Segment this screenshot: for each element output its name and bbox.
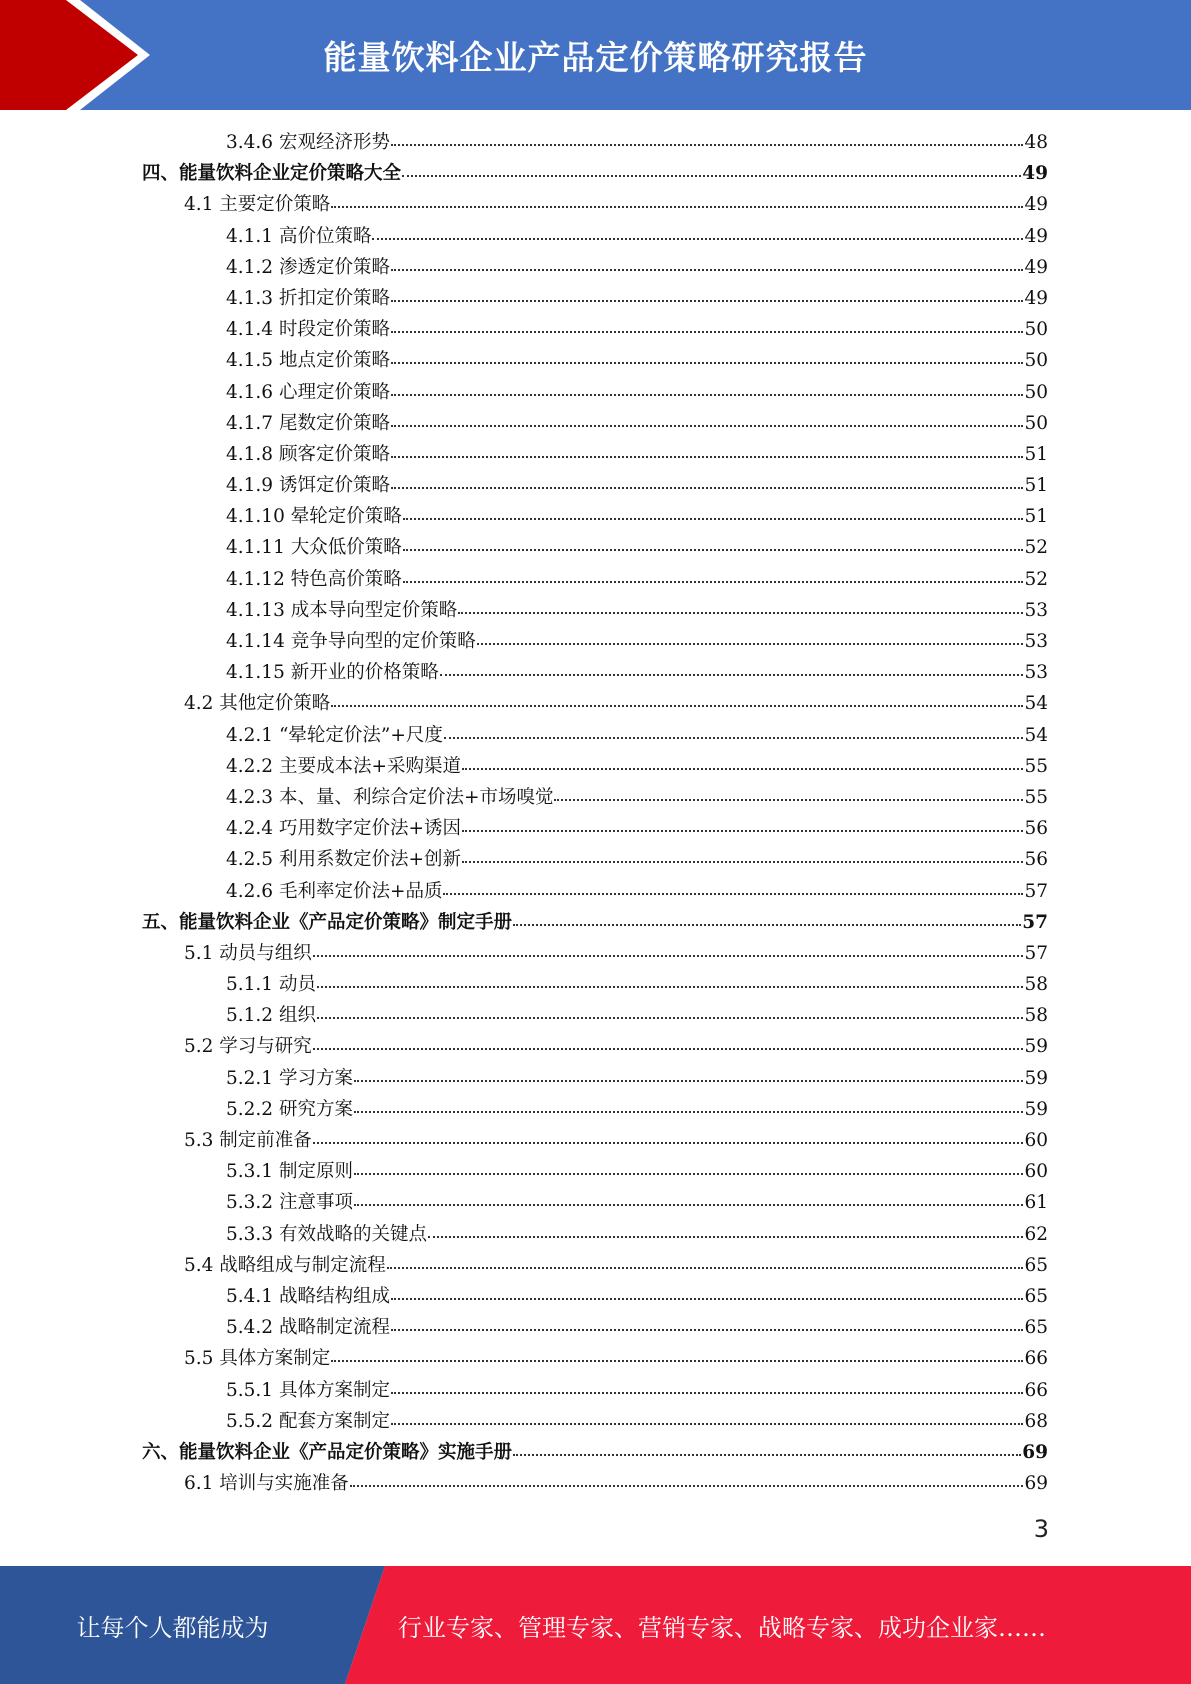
toc-dot-leader [372, 238, 1023, 240]
toc-entry-page: 49 [1022, 163, 1048, 185]
toc-entry-page: 53 [1024, 631, 1048, 652]
toc-entry-label: 5.4.1 战略结构组成 [226, 1285, 390, 1307]
toc-entry[interactable] [142, 1281, 1048, 1312]
toc-dot-leader [391, 394, 1023, 396]
toc-entry-label: 4.1.11 大众低价策略 [226, 537, 402, 559]
toc-entry[interactable] [142, 1468, 1048, 1499]
toc-entry-page: 52 [1024, 537, 1048, 559]
toc-dot-leader [513, 1454, 1021, 1456]
toc-entry[interactable] [142, 501, 1048, 532]
toc-dot-leader [391, 1298, 1023, 1300]
toc-entry-page: 50 [1024, 412, 1048, 434]
toc-entry-page: 50 [1024, 319, 1048, 341]
toc-entry-label: 4.1.2 渗透定价策略 [226, 256, 390, 278]
toc-dot-leader [391, 331, 1023, 333]
toc-entry[interactable] [142, 314, 1048, 345]
toc-dot-leader [462, 861, 1023, 863]
toc-dot-leader [458, 612, 1023, 614]
toc-dot-leader [444, 737, 1024, 739]
toc-entry[interactable] [142, 158, 1048, 189]
toc-entry[interactable] [142, 189, 1048, 220]
toc-entry-page: 53 [1024, 599, 1048, 621]
toc-entry-label: 5.5.1 具体方案制定 [226, 1379, 390, 1401]
toc-dot-leader [317, 986, 1024, 988]
toc-entry-page: 51 [1024, 443, 1048, 465]
toc-entry-label: 4.2 其他定价策略 [184, 693, 331, 715]
toc-entry-page: 65 [1024, 1317, 1048, 1339]
toc-entry-page: 53 [1024, 662, 1048, 684]
toc-entry-label: 5.2.1 学习方案 [226, 1067, 353, 1089]
toc-entry[interactable] [142, 1000, 1048, 1031]
toc-dot-leader [391, 300, 1023, 302]
toc-entry[interactable] [142, 1156, 1048, 1187]
toc-entry[interactable] [142, 688, 1048, 719]
toc-entry[interactable] [142, 844, 1048, 875]
toc-entry-page: 66 [1024, 1379, 1048, 1401]
toc-dot-leader [387, 1267, 1024, 1269]
toc-entry-label: 4.2.2 主要成本法+采购渠道 [226, 755, 461, 777]
toc-dot-leader [403, 518, 1024, 520]
toc-entry-page: 59 [1024, 1067, 1048, 1089]
toc-entry-label: 4.1.10 晕轮定价策略 [226, 506, 402, 528]
toc-entry-page: 51 [1024, 475, 1048, 497]
toc-dot-leader [354, 1204, 1024, 1206]
toc-entry[interactable] [142, 907, 1048, 938]
toc-entry-label: 4.2.3 本、量、利综合定价法+市场嗅觉 [226, 786, 554, 808]
page-footer [0, 1566, 1191, 1684]
toc-dot-leader [391, 425, 1023, 427]
toc-entry[interactable] [142, 532, 1048, 563]
toc-entry[interactable] [142, 876, 1048, 907]
toc-entry[interactable] [142, 751, 1048, 782]
toc-entry-label: 4.2.4 巧用数字定价法+诱因 [226, 818, 461, 840]
toc-entry[interactable] [142, 252, 1048, 283]
toc-dot-leader [513, 924, 1021, 926]
toc-dot-leader [391, 1423, 1023, 1425]
toc-entry-page: 61 [1024, 1192, 1048, 1214]
toc-entry-page: 55 [1024, 786, 1048, 808]
toc-entry-label: 5.5.2 配套方案制定 [226, 1410, 390, 1432]
toc-dot-leader [391, 1329, 1023, 1331]
toc-entry-page: 66 [1024, 1348, 1048, 1370]
footer-slogan-right: 行业专家、管理专家、营销专家、战略专家、成功企业家…… [398, 1613, 1046, 1642]
toc-dot-leader [428, 1236, 1023, 1238]
toc-entry[interactable] [142, 1187, 1048, 1218]
toc-entry-page: 69 [1024, 1473, 1048, 1495]
toc-entry-label: 4.1.5 地点定价策略 [226, 350, 390, 372]
toc-entry-page: 49 [1024, 194, 1048, 216]
toc-entry-label: 4.2.1 “晕轮定价法”+尺度 [226, 724, 443, 746]
toc-dot-leader [462, 830, 1023, 832]
toc-entry-page: 56 [1024, 849, 1048, 871]
page-number: 3 [1033, 1515, 1049, 1543]
toc-entry[interactable] [142, 470, 1048, 501]
toc-entry-page: 65 [1024, 1254, 1048, 1276]
toc-entry-label: 4.1.3 折扣定价策略 [226, 287, 390, 309]
toc-entry[interactable] [142, 1375, 1048, 1406]
toc-entry[interactable] [142, 1343, 1048, 1374]
toc-entry-label: 4.1.8 顾客定价策略 [226, 443, 390, 465]
table-of-contents [142, 127, 1048, 1499]
toc-entry[interactable] [142, 1312, 1048, 1343]
toc-entry-page: 57 [1024, 942, 1048, 964]
toc-entry-page: 58 [1024, 1005, 1048, 1027]
toc-entry-label: 4.1.7 尾数定价策略 [226, 412, 390, 434]
toc-entry-page: 55 [1024, 755, 1048, 777]
toc-dot-leader [313, 955, 1024, 957]
toc-entry[interactable] [142, 408, 1048, 439]
toc-entry-page: 54 [1024, 724, 1048, 746]
toc-dot-leader [462, 768, 1023, 770]
toc-dot-leader [331, 1360, 1023, 1362]
toc-entry-label: 4.1.1 高价位策略 [226, 225, 372, 247]
toc-entry[interactable] [142, 1063, 1048, 1094]
toc-entry[interactable] [142, 720, 1048, 751]
toc-dot-leader [313, 1142, 1024, 1144]
toc-entry-page: 62 [1024, 1223, 1048, 1245]
toc-dot-leader [354, 1080, 1024, 1082]
toc-entry-label: 5.3.1 制定原则 [226, 1161, 353, 1183]
toc-dot-leader [443, 893, 1023, 895]
toc-dot-leader [554, 799, 1023, 801]
toc-entry-label: 5.5 具体方案制定 [184, 1348, 331, 1370]
toc-entry-label: 五、能量饮料企业《产品定价策略》制定手册 [142, 911, 513, 933]
toc-entry[interactable] [142, 1125, 1048, 1156]
toc-entry[interactable] [142, 1406, 1048, 1437]
toc-entry[interactable] [142, 1031, 1048, 1062]
toc-entry-page: 50 [1024, 350, 1048, 372]
toc-entry-label: 六、能量饮料企业《产品定价策略》实施手册 [142, 1441, 513, 1463]
toc-entry-page: 54 [1024, 693, 1048, 715]
toc-dot-leader [354, 1173, 1024, 1175]
toc-entry[interactable] [142, 221, 1048, 252]
toc-entry-label: 5.4 战略组成与制定流程 [184, 1254, 386, 1276]
toc-entry-label: 3.4.6 宏观经济形势 [226, 132, 390, 153]
toc-entry-label: 6.1 培训与实施准备 [184, 1473, 349, 1495]
toc-entry[interactable] [142, 439, 1048, 470]
toc-entry-page: 52 [1024, 568, 1048, 590]
toc-entry-page: 48 [1024, 132, 1048, 153]
toc-dot-leader [391, 1392, 1023, 1394]
toc-entry-label: 5.1 动员与组织 [184, 942, 312, 964]
report-title: 能量饮料企业产品定价策略研究报告 [323, 37, 868, 77]
toc-entry-label: 5.3 制定前准备 [184, 1130, 312, 1151]
toc-entry-page: 59 [1024, 1098, 1048, 1120]
toc-entry-label: 4.1.9 诱饵定价策略 [226, 475, 390, 497]
toc-entry-page: 50 [1024, 381, 1048, 403]
toc-entry[interactable] [142, 1250, 1048, 1281]
toc-entry-page: 59 [1024, 1036, 1048, 1058]
toc-entry[interactable] [142, 345, 1048, 376]
toc-entry-label: 4.1.12 特色高价策略 [226, 568, 402, 590]
toc-entry[interactable] [142, 938, 1048, 969]
toc-dot-leader [391, 456, 1023, 458]
toc-entry-label: 4.1.4 时段定价策略 [226, 319, 390, 341]
toc-entry-label: 5.1.1 动员 [226, 974, 316, 996]
toc-entry-page: 65 [1024, 1285, 1048, 1307]
toc-dot-leader [391, 144, 1023, 146]
toc-entry[interactable] [142, 595, 1048, 626]
page-header [0, 0, 1191, 110]
toc-dot-leader [391, 269, 1023, 271]
toc-entry[interactable] [142, 564, 1048, 595]
toc-entry-label: 5.3.2 注意事项 [226, 1192, 353, 1214]
toc-entry-label: 4.1.15 新开业的价格策略 [226, 662, 439, 684]
toc-entry[interactable] [142, 377, 1048, 408]
toc-entry-label: 5.1.2 组织 [226, 1005, 316, 1027]
toc-entry-page: 56 [1024, 818, 1048, 840]
toc-entry-label: 5.2.2 研究方案 [226, 1098, 353, 1120]
toc-dot-leader [317, 1017, 1024, 1019]
toc-entry-page: 49 [1024, 225, 1048, 247]
toc-dot-leader [391, 362, 1023, 364]
toc-entry-page: 51 [1024, 506, 1048, 528]
toc-entry[interactable] [142, 1219, 1048, 1250]
toc-entry-label: 5.4.2 战略制定流程 [226, 1317, 390, 1339]
toc-dot-leader [403, 581, 1024, 583]
toc-dot-leader [350, 1485, 1024, 1487]
footer-slogan-left: 让每个人都能成为 [76, 1613, 269, 1642]
toc-entry-label: 4.1.6 心理定价策略 [226, 381, 390, 403]
toc-entry[interactable] [142, 283, 1048, 314]
toc-entry-label: 4.2.6 毛利率定价法+品质 [226, 880, 443, 902]
toc-dot-leader [331, 705, 1023, 707]
toc-entry-label: 4.1.14 竞争导向型的定价策略 [226, 631, 476, 652]
toc-entry[interactable] [142, 127, 1048, 158]
toc-entry[interactable] [142, 657, 1048, 688]
header-chevron-decoration [0, 0, 160, 110]
toc-dot-leader [313, 1048, 1024, 1050]
toc-entry-label: 5.3.3 有效战略的关键点 [226, 1223, 427, 1245]
toc-entry-page: 68 [1024, 1410, 1048, 1432]
toc-entry-page: 58 [1024, 974, 1048, 996]
toc-entry-page: 69 [1022, 1441, 1048, 1463]
toc-dot-leader [354, 1111, 1024, 1113]
toc-entry[interactable] [142, 1437, 1048, 1468]
toc-dot-leader [477, 643, 1024, 645]
toc-dot-leader [402, 175, 1021, 177]
toc-entry[interactable] [142, 1094, 1048, 1125]
toc-entry-label: 5.2 学习与研究 [184, 1036, 312, 1058]
toc-entry-label: 4.1 主要定价策略 [184, 194, 331, 216]
toc-dot-leader [440, 674, 1024, 676]
toc-entry-label: 四、能量饮料企业定价策略大全 [142, 163, 402, 185]
toc-entry-page: 49 [1024, 287, 1048, 309]
toc-dot-leader [331, 206, 1023, 208]
toc-entry-page: 60 [1024, 1130, 1048, 1151]
toc-entry-page: 57 [1022, 911, 1048, 933]
toc-entry-page: 60 [1024, 1161, 1048, 1183]
toc-entry[interactable] [142, 969, 1048, 1000]
toc-entry[interactable] [142, 626, 1048, 657]
toc-entry[interactable] [142, 813, 1048, 844]
toc-entry-label: 4.2.5 利用系数定价法+创新 [226, 849, 461, 871]
toc-dot-leader [391, 487, 1023, 489]
toc-entry-label: 4.1.13 成本导向型定价策略 [226, 599, 458, 621]
toc-entry-page: 49 [1024, 256, 1048, 278]
toc-dot-leader [403, 549, 1024, 551]
toc-entry-page: 57 [1024, 880, 1048, 902]
toc-entry[interactable] [142, 782, 1048, 813]
